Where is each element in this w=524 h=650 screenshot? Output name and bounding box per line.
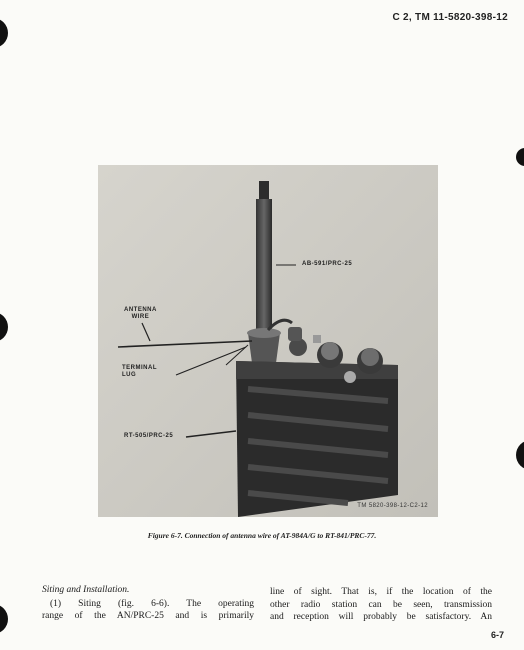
paragraph-line-1: (1) Siting (fig. 6-6). The operating <box>50 598 254 609</box>
section-heading: Siting and Installation. <box>42 585 130 595</box>
paragraph-line-5: and reception will probably be satisfactory. An <box>270 612 492 622</box>
paragraph-line-2: range of the AN/PRC-25 and is primarily <box>42 611 254 621</box>
left-column <box>42 584 254 623</box>
binder-hole-top-right <box>516 148 524 166</box>
document-header: C 2, TM 11-5820-398-12 <box>392 12 508 23</box>
paragraph-line-3: line of sight. That is, if the location of the <box>270 587 492 597</box>
binder-hole-top-left <box>0 18 8 48</box>
page-number: 6-7 <box>490 630 504 640</box>
binder-hole-bottom-right <box>516 440 524 470</box>
callout-antenna-wire: ANTENNA WIRE <box>124 307 157 320</box>
paragraph-line-4: other radio station can be seen, transmission <box>270 599 492 610</box>
figure-number: TM 5820-398-12-C2-12 <box>357 503 428 509</box>
right-column <box>270 586 492 624</box>
radio-photo-figure <box>98 165 438 517</box>
binder-hole-mid-left <box>0 312 8 342</box>
callout-terminal-lug: TERMINAL LUG <box>122 365 157 378</box>
radio-illustration <box>98 165 438 517</box>
figure-caption: Figure 6-7. Connection of antenna wire of AT-984A/G to RT-841/PRC-77. <box>147 531 377 540</box>
callout-radio: RT-505/PRC-25 <box>124 433 174 439</box>
callout-antenna: AB-591/PRC-25 <box>302 261 353 267</box>
binder-hole-bottom-left <box>0 604 8 634</box>
